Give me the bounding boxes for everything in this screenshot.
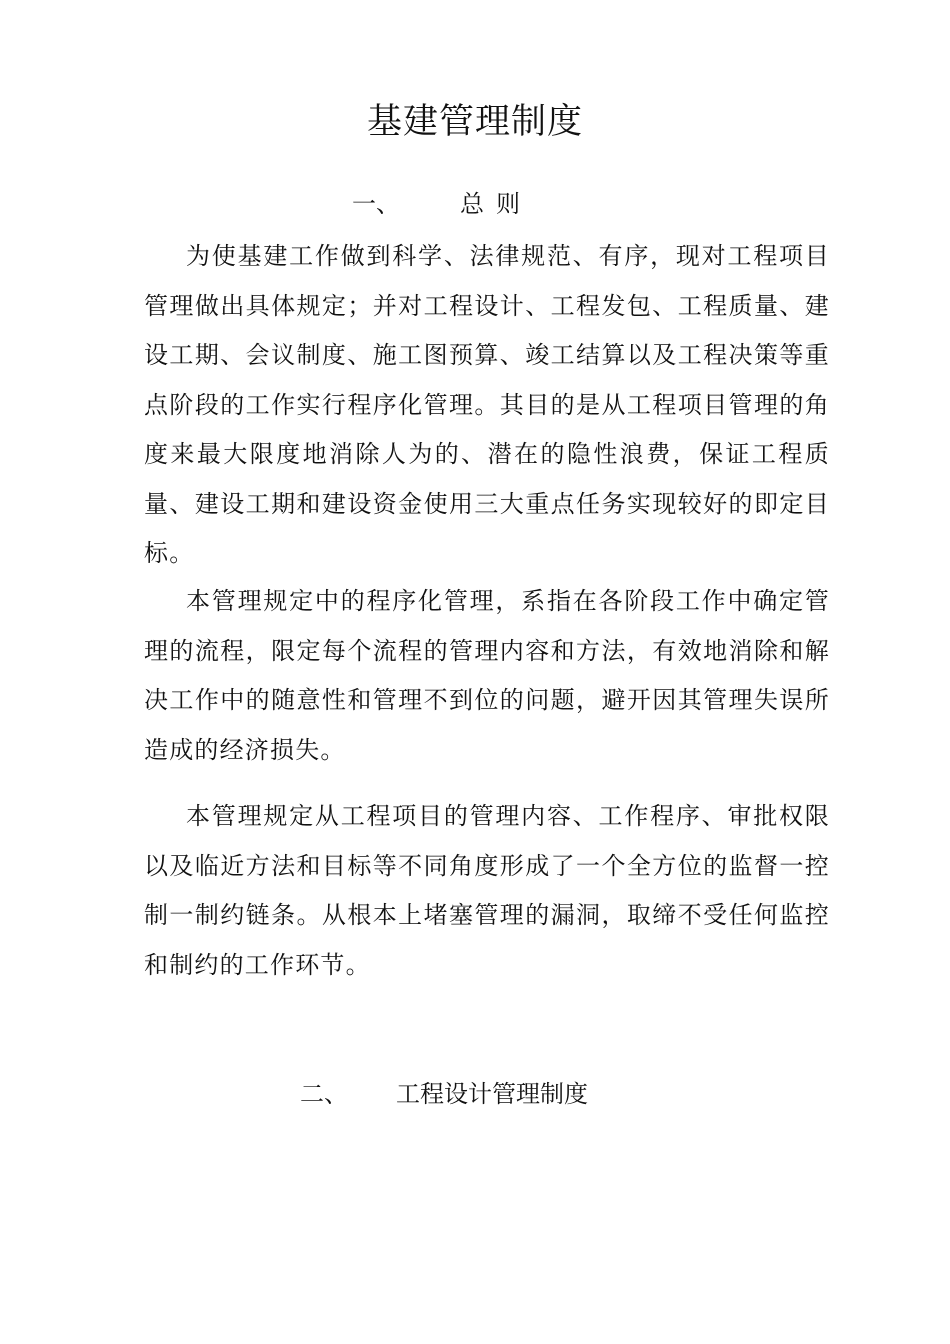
- section-title: 工程设计管理制度: [396, 1080, 588, 1108]
- paragraph: 本管理规定从工程项目的管理内容、工作程序、审批权限以及临近方法和目标等不同角度形成了一个全方位的监督一控制一制约链条。从根本上堵塞管理的漏洞，取缔不受任何监控和制约的工作环节。: [144, 802, 830, 979]
- section-title: 总则: [460, 190, 532, 218]
- section-number: 一、: [352, 190, 400, 218]
- section-heading-general: [352, 186, 552, 222]
- paragraph: 本管理规定中的程序化管理，系指在各阶段工作中确定管理的流程，限定每个流程的管理内容和方法，有效地消除和解决工作中的随意性和管理不到位的问题，避开因其管理失误所造成的经济损失。: [144, 587, 830, 764]
- section-number: 二、: [300, 1080, 348, 1108]
- document-title: 基建管理制度: [366, 102, 583, 142]
- section-heading-design-management: [300, 1076, 620, 1112]
- paragraph: 为使基建工作做到科学、法律规范、有序，现对工程项目管理做出具体规定；并对工程设计、工程发包、工程质量、建设工期、会议制度、施工图预算、竣工结算以及工程决策等重点阶段的工作实行程序化管理。其目的是从工程项目管理的角度来最大限度地消除人为的、潜在的隐性浪费，保证工程质量、建设工期和建设资金使用三大重点任务实现较好的即定目标。: [144, 242, 830, 567]
